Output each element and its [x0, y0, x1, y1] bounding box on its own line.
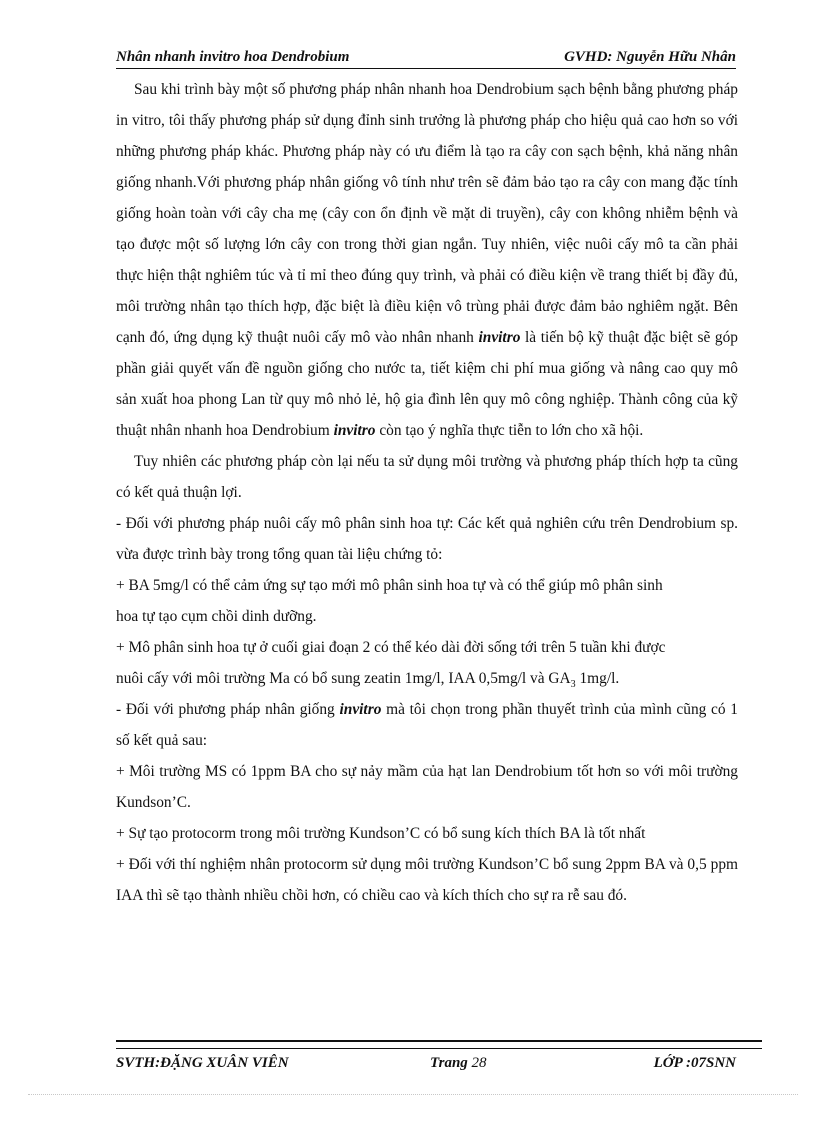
footer-page-number: 28 — [471, 1055, 487, 1071]
paragraph-5b-tail: 1mg/l. — [575, 670, 620, 687]
header-advisor: GVHD: Nguyễn Hữu Nhân — [564, 49, 736, 65]
page-header — [116, 49, 736, 69]
paragraph-3: - Đối với phương pháp nuôi cấy mô phân sinh hoa tự: Các kết quả nghiên cứu trên Dendrobium sp. vừa được trình bày trong tổng quan tài liệu chứng tỏ: — [116, 515, 738, 563]
header-title: Nhân nhanh invitro hoa Dendrobium — [116, 49, 350, 65]
invitro-emphasis: invitro — [339, 701, 382, 718]
paragraph-4a: + BA 5mg/l có thể cảm ứng sự tạo mới mô phân sinh hoa tự và có thể giúp mô phân sinh — [116, 577, 663, 594]
paragraph-6-text-a: - Đối với phương pháp nhân giống — [116, 701, 340, 718]
paragraph-5b-text: nuôi cấy với môi trường Ma có bổ sung zeatin 1mg/l, IAA 0,5mg/l và GA — [116, 670, 571, 687]
footer-class: LỚP :07SNN — [653, 1055, 736, 1071]
paragraph-9: + Đối với thí nghiệm nhân protocorm sử dụng môi trường Kundson’C bổ sung 2ppm BA và 0,5 ppm IAA thì sẽ tạo thành nhiều chồi hơn, có chiều cao và kích thích cho sự ra rễ sau đó. — [116, 856, 738, 904]
footer-divider — [116, 1040, 762, 1049]
invitro-emphasis: invitro — [333, 422, 376, 439]
paragraph-5a: + Mô phân sinh hoa tự ở cuối giai đoạn 2 có thể kéo dài đời sống tới trên 5 tuần khi được — [116, 639, 666, 656]
document-body — [116, 74, 738, 911]
invitro-emphasis: invitro — [478, 329, 521, 346]
paragraph-1-text-e: còn tạo ý nghĩa thực tiễn to lớn cho xã hội. — [375, 422, 644, 439]
header-divider — [116, 68, 736, 69]
paragraph-6 — [116, 694, 738, 756]
paragraph-1-text-c: là tiến bộ kỹ thuật đặc biệt sẽ góp phần giải quyết vấn đề nguồn giống cho nước ta, tiết kiệm chi phí mua giống và nâng cao quy mô sản xuất hoa phong Lan từ quy mô nhỏ lẻ, hộ gia đình lên quy mô công nghiệp. Thành công của kỹ thuật nhân nhanh hoa Dendrobium — [116, 329, 738, 439]
paragraph-1 — [116, 74, 738, 446]
paragraph-7: + Môi trường MS có 1ppm BA cho sự nảy mầm của hạt lan Dendrobium tốt hơn so với môi trường Kundson’C. — [116, 763, 738, 811]
paragraph-1-text-a: Sau khi trình bày một số phương pháp nhân nhanh hoa Dendrobium sạch bệnh bằng phương pháp in vitro, tôi thấy phương pháp sử dụng đỉnh sinh trưởng là phương pháp cho hiệu quả cao hơn so với những phương pháp khác. Phương pháp này có ưu điểm là tạo ra cây con sạch bệnh, khả năng nhân giống nhanh.Với phương pháp nhân giống vô tính như trên sẽ đảm bảo tạo ra cây con mang đặc tính giống hoàn toàn với cây cha mẹ (cây con ổn định về mặt di truyền), cây con không nhiễm bệnh và tạo được một số lượng lớn cây con trong thời gian ngắn. Tuy nhiên, việc nuôi cấy mô ta cần phải thực hiện thật nghiêm túc và tỉ mỉ theo đúng quy trình, và phải có điều kiện về trang thiết bị đầy đủ, môi trường nhân tạo thích hợp, đặc biệt là điều kiện vô trùng phải được đảm bảo nghiêm ngặt. Bên cạnh đó, ứng dụng kỹ thuật nuôi cấy mô vào nhân nhanh — [116, 81, 738, 346]
paragraph-2: Tuy nhiên các phương pháp còn lại nếu ta sử dụng môi trường và phương pháp thích hợp ta cũng có kết quả thuận lợi. — [116, 453, 738, 501]
paragraph-6-text-c: mà tôi chọn trong phần thuyết trình của mình cũng có 1 số kết quả sau: — [116, 701, 738, 749]
footer-page — [430, 1055, 487, 1072]
paragraph-5b — [116, 663, 738, 694]
footer-student: SVTH:ĐẶNG XUÂN VIÊN — [116, 1055, 289, 1071]
paragraph-4b: hoa tự tạo cụm chồi dinh dưỡng. — [116, 608, 317, 625]
paragraph-8: + Sự tạo protocorm trong môi trường Kundson’C có bổ sung kích thích BA là tốt nhất — [116, 825, 646, 842]
page-edge — [28, 1094, 798, 1095]
subscript-3: 3 — [570, 679, 576, 691]
footer-page-label: Trang — [430, 1055, 472, 1071]
page-footer — [116, 1055, 736, 1075]
